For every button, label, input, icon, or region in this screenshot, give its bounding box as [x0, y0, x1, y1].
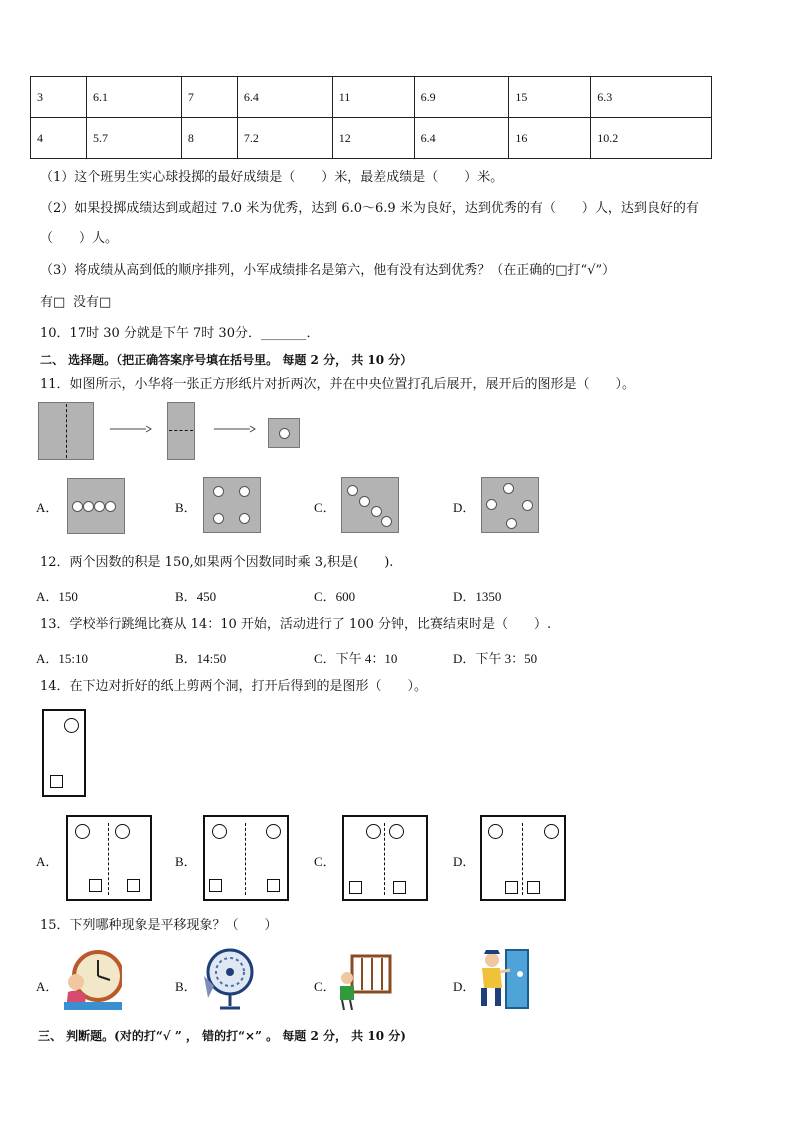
section-2-heading: 二、 选择题。（把正确答案序号填在括号里。 每题 2 分， 共 10 分） — [40, 353, 413, 367]
arrow-right-icon — [212, 424, 256, 434]
door-pushing-icon[interactable] — [476, 948, 532, 1010]
q11-option-c-label[interactable]: C． — [314, 500, 336, 515]
clock-hands-icon[interactable] — [64, 948, 122, 1010]
table-cell: 5.7 — [87, 118, 182, 159]
q15-option-c-label[interactable]: C． — [314, 979, 336, 994]
q9-option-yes[interactable]: 有□ — [40, 295, 66, 310]
q15-option-a-label[interactable]: A． — [36, 979, 59, 994]
q11-folded-once — [167, 402, 195, 460]
q11-option-d-figure[interactable] — [481, 477, 539, 533]
q14-option-d-figure[interactable] — [480, 815, 566, 901]
table-cell: 4 — [31, 118, 87, 159]
table-row — [31, 77, 712, 118]
q9-option-no[interactable]: 没有□ — [73, 295, 112, 310]
table-cell: 7 — [181, 77, 237, 118]
q9-part2-cont: （ ）人。 — [40, 231, 119, 246]
table-cell: 12 — [332, 118, 414, 159]
q11-option-a-figure[interactable] — [67, 478, 125, 534]
q14-option-a-label[interactable]: A． — [36, 854, 59, 869]
q12-option-c[interactable]: C．600 — [314, 589, 356, 604]
q9-part3: （3）将成绩从高到低的顺序排列，小军成绩排名是第六，他有没有达到优秀？（在正确的□打“√”） — [40, 263, 616, 278]
q11-folded-twice-punched — [268, 418, 300, 448]
q11-option-d-label[interactable]: D． — [453, 500, 476, 515]
q11-option-c-figure[interactable] — [341, 477, 399, 533]
fan-spinning-icon[interactable] — [200, 946, 254, 1010]
table-cell: 6.1 — [87, 77, 182, 118]
q9-part1: （1）这个班男生实心球投掷的最好成绩是（ ）米，最差成绩是（ ）米。 — [40, 170, 504, 185]
q14-option-a-figure[interactable] — [66, 815, 152, 901]
q13-text: 13．学校举行跳绳比赛从 14：10 开始，活动进行了 100 分钟，比赛结束时是（ ）. — [40, 617, 552, 632]
arrow-right-icon — [108, 424, 152, 434]
q9-part2: （2）如果投掷成绩达到或超过 7.0 米为优秀，达到 6.0～6.9 米为良好，达到优秀的有（ ）人，达到良好的有 — [40, 201, 699, 216]
q14-option-c-figure[interactable] — [342, 815, 428, 901]
table-cell: 6.9 — [414, 77, 509, 118]
q14-folded-paper — [42, 709, 86, 797]
table-cell: 6.4 — [237, 77, 332, 118]
q14-option-d-label[interactable]: D． — [453, 854, 476, 869]
q11-option-a-label[interactable]: A． — [36, 500, 59, 515]
table-cell: 6.3 — [591, 77, 712, 118]
q11-option-b-label[interactable]: B． — [175, 500, 197, 515]
q14-option-b-label[interactable]: B． — [175, 854, 197, 869]
q15-option-d-label[interactable]: D． — [453, 979, 476, 994]
q14-option-b-figure[interactable] — [203, 815, 289, 901]
table-cell: 6.4 — [414, 118, 509, 159]
q11-option-b-figure[interactable] — [203, 477, 261, 533]
q15-option-b-label[interactable]: B． — [175, 979, 197, 994]
q12-option-a[interactable]: A．150 — [36, 589, 78, 604]
q13-option-a[interactable]: A．15:10 — [36, 651, 89, 666]
section-3-heading: 三、 判断题。(对的打“√ ” ， 错的打“×” 。 每题 2 分， 共 10 分) — [38, 1029, 406, 1043]
table-cell: 16 — [509, 118, 591, 159]
table-cell: 15 — [509, 77, 591, 118]
q11-text: 11．如图所示，小华将一张正方形纸片对折两次，并在中央位置打孔后展开，展开后的图形是（ ）。 — [40, 377, 636, 392]
table-row — [31, 118, 712, 159]
score-table — [30, 76, 712, 159]
table-cell: 7.2 — [237, 118, 332, 159]
q14-option-c-label[interactable]: C． — [314, 854, 336, 869]
q14-text: 14．在下边对折好的纸上剪两个洞，打开后得到的是图形（ ）。 — [40, 679, 428, 694]
table-cell: 8 — [181, 118, 237, 159]
q12-option-b[interactable]: B．450 — [175, 589, 217, 604]
table-cell: 10.2 — [591, 118, 712, 159]
q13-option-d[interactable]: D．下午 3：50 — [453, 651, 538, 666]
q10-text: 10．17时 30 分就是下午 7时 30分．_______． — [40, 326, 320, 341]
q12-option-d[interactable]: D．1350 — [453, 589, 502, 604]
table-cell: 11 — [332, 77, 414, 118]
q15-text: 15．下列哪种现象是平移现象？（ ） — [40, 918, 278, 933]
q12-text: 12．两个因数的积是 150,如果两个因数同时乘 3,积是( ). — [40, 555, 394, 570]
q11-unfolded-square — [38, 402, 94, 460]
table-cell: 3 — [31, 77, 87, 118]
q13-option-c[interactable]: C．下午 4：10 — [314, 651, 398, 666]
window-sliding-icon[interactable] — [338, 954, 392, 1010]
q13-option-b[interactable]: B．14:50 — [175, 651, 227, 666]
